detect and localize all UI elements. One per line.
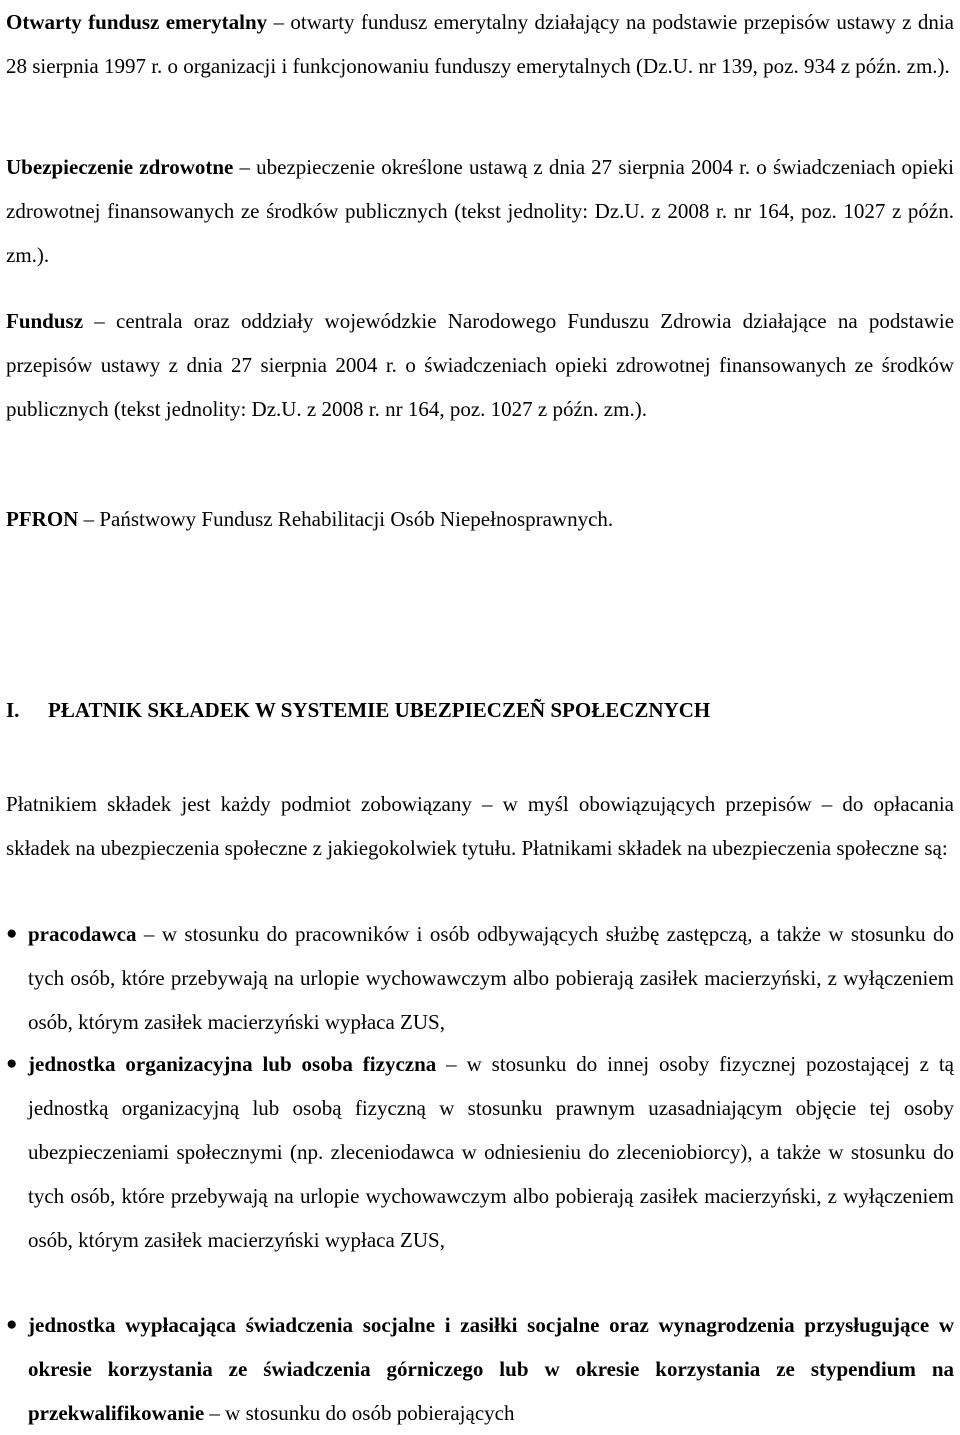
section-title: PŁATNIK SKŁADEK W SYSTEMIE UBEZPIECZEÑ SPOŁECZNYCH <box>48 698 711 722</box>
definition-term: Ubezpieczenie zdrowotne <box>6 155 234 179</box>
definition-fundusz <box>6 299 954 431</box>
definition-dash: – <box>78 507 100 531</box>
bullet-dash: – <box>436 1052 467 1076</box>
list-item-jednostka-organizacyjna <box>6 1042 954 1262</box>
bullet-icon: ● <box>6 1314 18 1335</box>
section-heading <box>6 688 954 732</box>
bullet-text: w stosunku do osób pobierających <box>225 1401 515 1425</box>
definition-ubezpieczenie-zdrowotne <box>6 145 954 277</box>
definition-otwarty-fundusz <box>6 0 954 88</box>
definition-text: Państwowy Fundusz Rehabilitacji Osób Niepełnosprawnych. <box>99 507 614 531</box>
definition-term: Otwarty fundusz emerytalny <box>6 10 268 34</box>
definition-term: Fundusz <box>6 309 84 333</box>
bullet-icon: ● <box>6 1053 18 1074</box>
intro-paragraph: Płatnikiem składek jest każdy podmiot zobowiązany – w myśl obowiązujących przepisów – do opłacania składek na ubezpieczenia społeczne z jakiegokolwiek tytułu. Płatnikami składek na ubezpieczenia społeczne są: <box>6 792 954 860</box>
bullet-text: w stosunku do innej osoby fizycznej pozostającej z tą jednostką organizacyjną lub osobą fizyczną w stosunku prawnym uzasadniającym objęcie tej osoby ubezpieczeniami społecznymi (np. zleceniodawca w odniesieniu do zleceniobiorcy), a także w stosunku do tych osób, które przebywają na urlopie wychowawczym albo pobierają zasiłek macierzyński, z wyłączeniem osób, którym zasiłek macierzyński wypłaca ZUS, <box>28 1052 954 1252</box>
definition-pfron <box>6 497 954 541</box>
bullet-icon: ● <box>6 923 18 944</box>
definition-dash: – <box>233 155 257 179</box>
bullet-term: pracodawca <box>28 922 137 946</box>
definition-text: otwarty fundusz emerytalny działający na podstawie przepisów ustawy z dnia 28 sierpnia 1997 r. o organizacji i funkcjonowaniu funduszy emerytalnych (Dz.U. nr 139, poz. 934 z późn. zm.). <box>6 10 954 78</box>
bullet-dash: – <box>204 1401 226 1425</box>
list-item-jednostka-wyplacajaca <box>6 1303 954 1435</box>
definition-dash: – <box>267 10 291 34</box>
bullet-term: jednostka organizacyjna lub osoba fizyczna <box>28 1052 437 1076</box>
definition-dash: – <box>83 309 116 333</box>
bullet-term: jednostka wypłacająca świadczenia socjalne i zasiłki socjalne oraz wynagrodzenia przysługujące w okresie korzystania ze świadczenia górniczego lub w okresie korzystania ze stypendium na przekwalifikowanie <box>28 1313 954 1425</box>
definition-text: ubezpieczenie określone ustawą z dnia 27 sierpnia 2004 r. o świadczeniach opieki zdrowotnej finansowanych ze środków publicznych (tekst jednolity: Dz.U. z 2008 r. nr 164, poz. 1027 z późn. zm.). <box>6 155 955 267</box>
bullet-dash: – <box>136 922 162 946</box>
bullet-text: w stosunku do pracowników i osób odbywających służbę zastępczą, a także w stosunku do tych osób, które przebywają na urlopie wychowawczym albo pobierają zasiłek macierzyński, z wyłączeniem osób, którym zasiłek macierzyński wypłaca ZUS, <box>28 922 955 1034</box>
section-number: I. <box>6 698 20 722</box>
definition-text: centrala oraz oddziały wojewódzkie Narodowego Funduszu Zdrowia działające na podstawie przepisów ustawy z dnia 27 sierpnia 2004 r. o świadczeniach opieki zdrowotnej finansowanych ze środków publicznych (tekst jednolity: Dz.U. z 2008 r. nr 164, poz. 1027 z późn. zm.). <box>6 309 955 421</box>
definition-term: PFRON <box>6 507 79 531</box>
list-item-pracodawca <box>6 912 954 1044</box>
